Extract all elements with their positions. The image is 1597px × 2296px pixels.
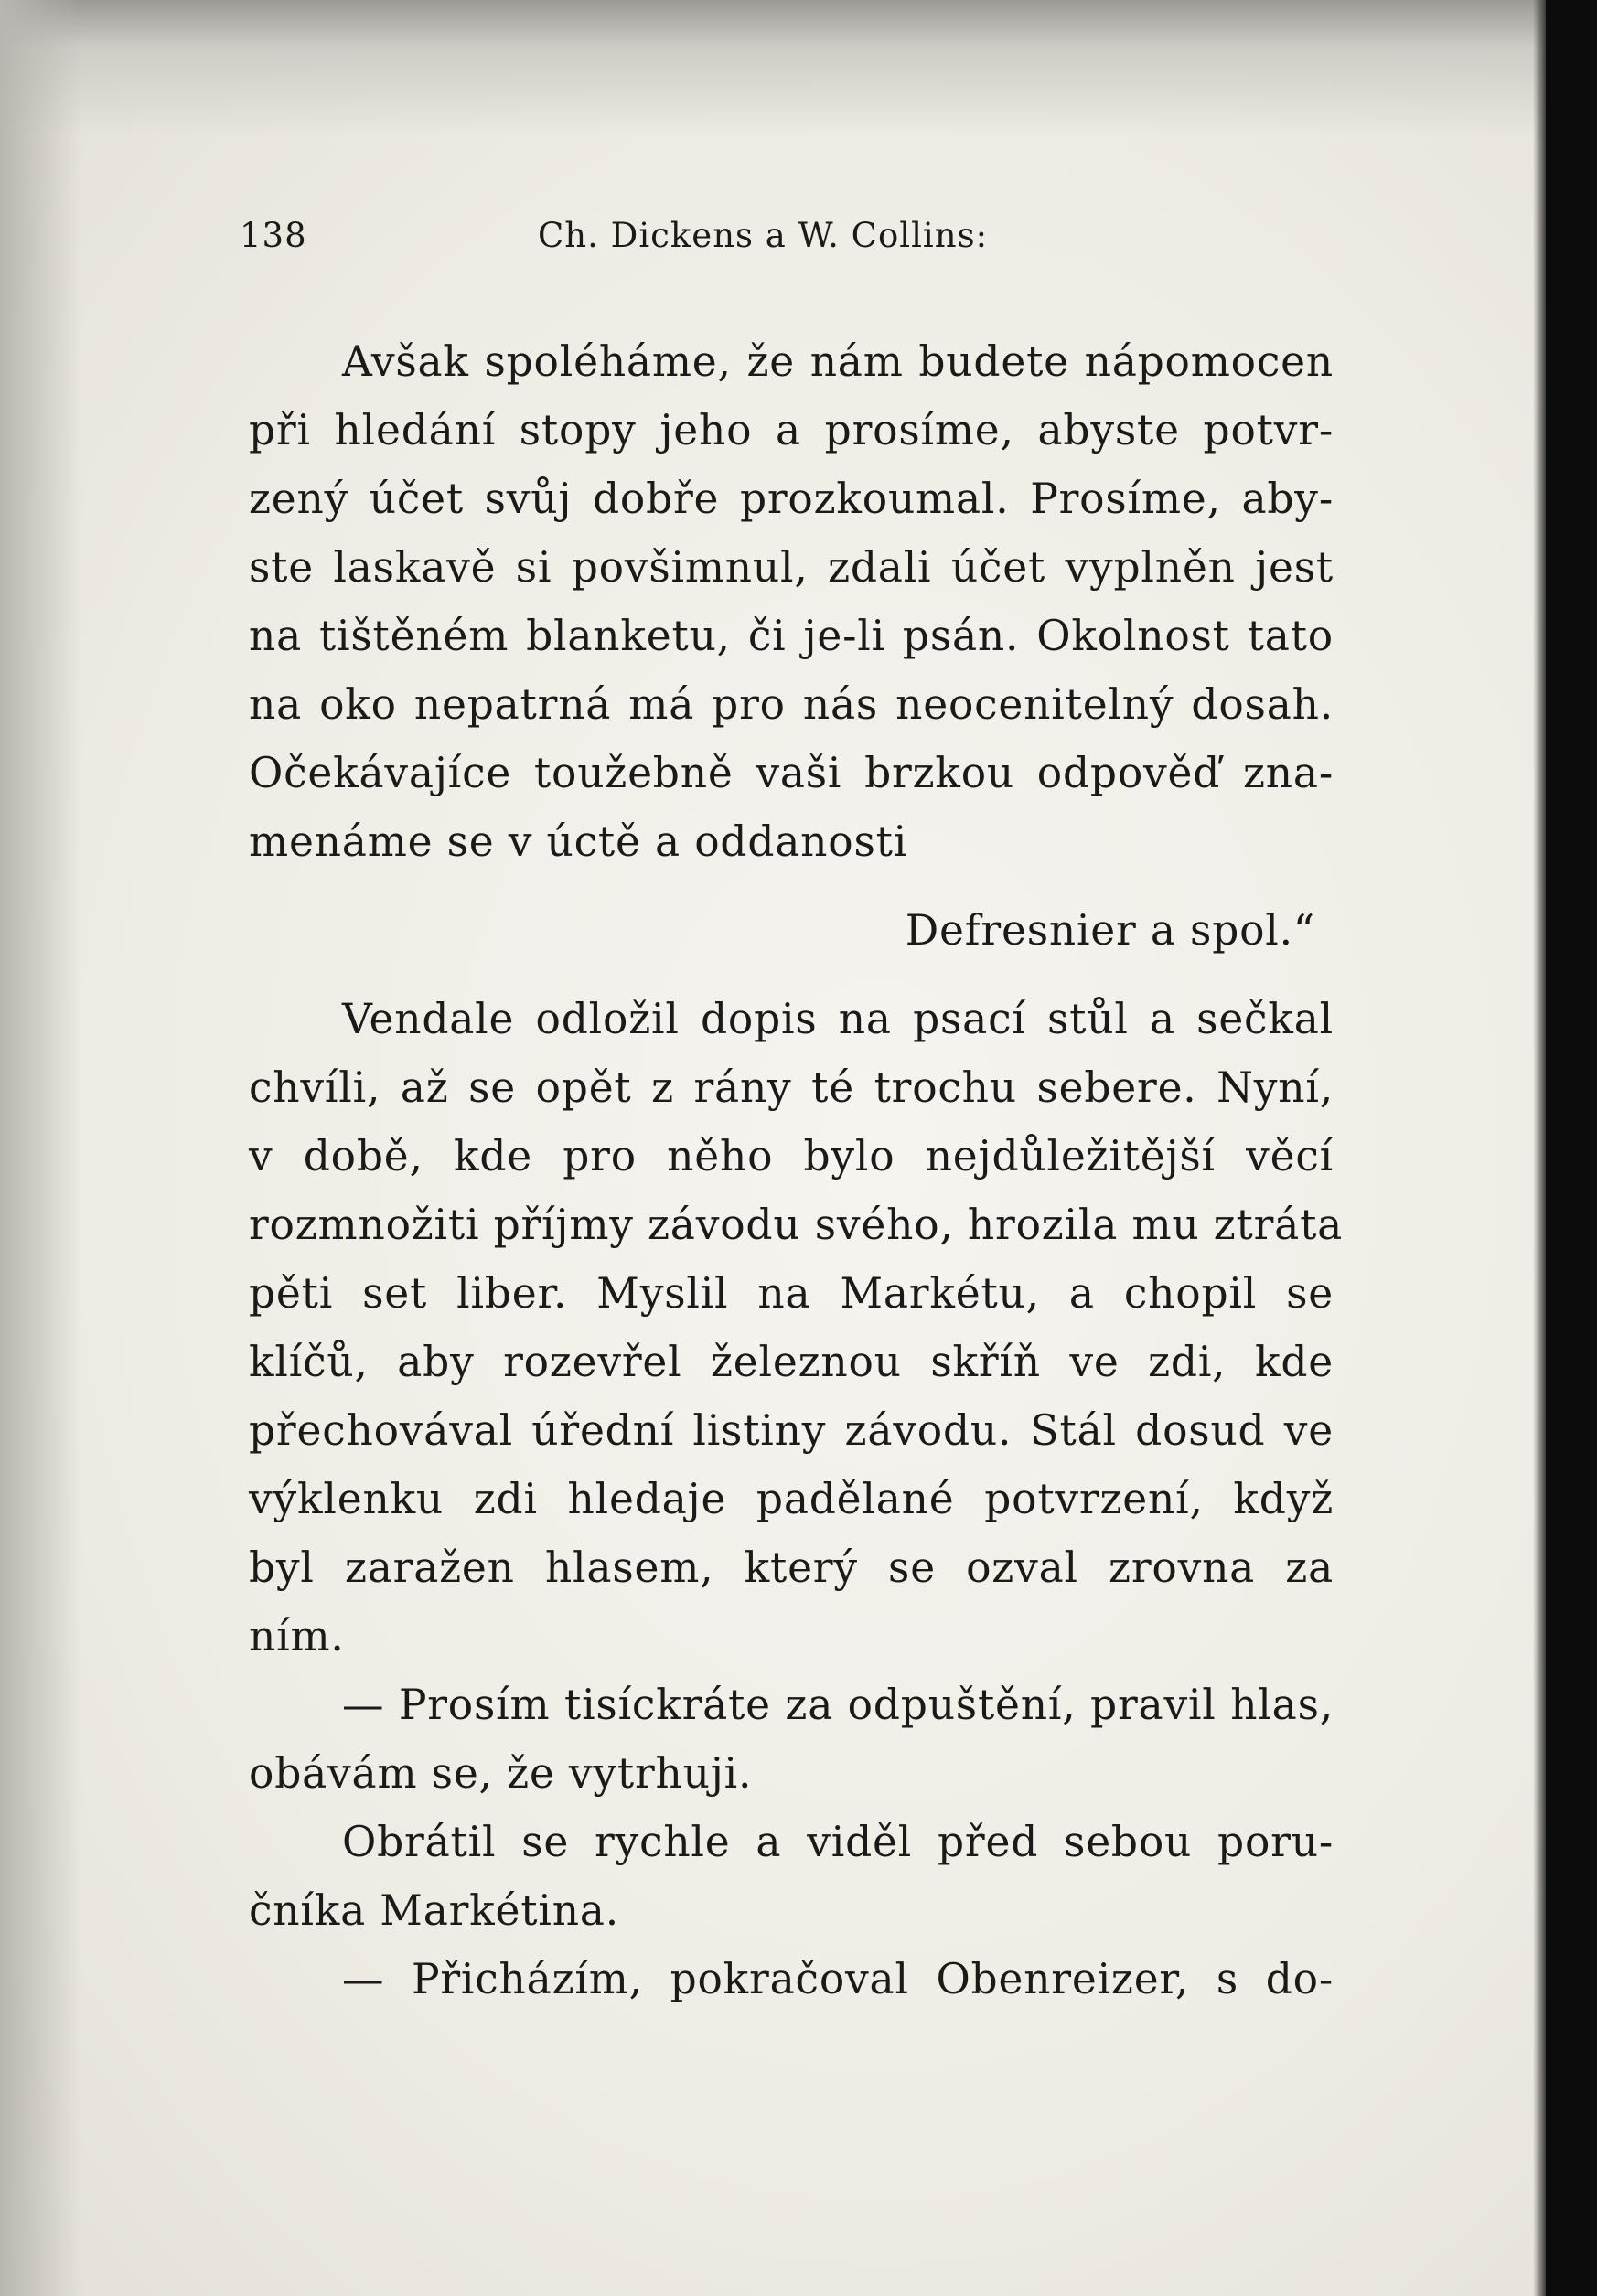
body-text bbox=[249, 327, 1344, 2013]
text-line: přechovával úřední listiny závodu. Stál dosud ve bbox=[249, 1406, 1334, 1455]
scan-shadow-top bbox=[0, 0, 1597, 137]
text-line: na tištěném blanketu, či je-li psán. Okolnost tato bbox=[249, 612, 1334, 660]
scan-shadow-left bbox=[0, 0, 82, 2296]
text-line: v době, kde pro něho bylo nejdůležitější věcí bbox=[249, 1132, 1334, 1180]
binding-edge bbox=[1533, 0, 1546, 2296]
text-line: obávám se, že vytrhuji. bbox=[249, 1749, 753, 1798]
text-line: Vendale odložil dopis na psací stůl a sečkal bbox=[342, 995, 1334, 1043]
book-binding bbox=[1546, 0, 1597, 2296]
dialogue-line: — Přicházím, pokračoval Obenreizer, s do- bbox=[342, 1955, 1334, 2003]
dialogue-line: — Prosím tisíckráte za odpuštění, pravil hlas, bbox=[342, 1681, 1334, 1729]
page-number: 138 bbox=[240, 216, 307, 255]
running-title: Ch. Dickens a W. Collins: bbox=[538, 216, 989, 255]
text-line: menáme se v úctě a oddanosti bbox=[249, 817, 908, 866]
text-line: na oko nepatrná má pro nás neocenitelný dosah. bbox=[249, 680, 1334, 729]
running-head bbox=[240, 216, 1337, 262]
text-line: čníka Markétina. bbox=[249, 1886, 619, 1935]
letter-signature: Defresnier a spol.“ bbox=[905, 906, 1315, 955]
text-line: klíčů, aby rozevřel železnou skříň ve zdi, kde bbox=[249, 1338, 1334, 1386]
text-line: Avšak spoléháme, že nám budete nápomocen bbox=[342, 337, 1334, 386]
text-line: pěti set liber. Myslil na Markétu, a chopil se bbox=[249, 1269, 1334, 1318]
text-line: výklenku zdi hledaje padělané potvrzení, když bbox=[249, 1475, 1334, 1523]
text-line: ste laskavě si povšimnul, zdali účet vyplněn jest bbox=[249, 543, 1334, 592]
text-line: Očekávajíce toužebně vaši brzkou odpověď zna- bbox=[249, 749, 1334, 797]
text-line: zený účet svůj dobře prozkoumal. Prosíme, aby- bbox=[249, 475, 1334, 523]
text-line: rozmnožiti příjmy závodu svého, hrozila mu ztráta bbox=[249, 1201, 1344, 1249]
text-line: Obrátil se rychle a viděl před sebou poru- bbox=[342, 1818, 1334, 1866]
text-line: byl zaražen hlasem, který se ozval zrovna za bbox=[249, 1543, 1334, 1592]
text-line: ním. bbox=[249, 1612, 345, 1661]
text-line: chvíli, až se opět z rány té trochu sebere. Nyní, bbox=[249, 1063, 1334, 1112]
text-line: při hledání stopy jeho a prosíme, abyste potvr- bbox=[249, 406, 1334, 454]
